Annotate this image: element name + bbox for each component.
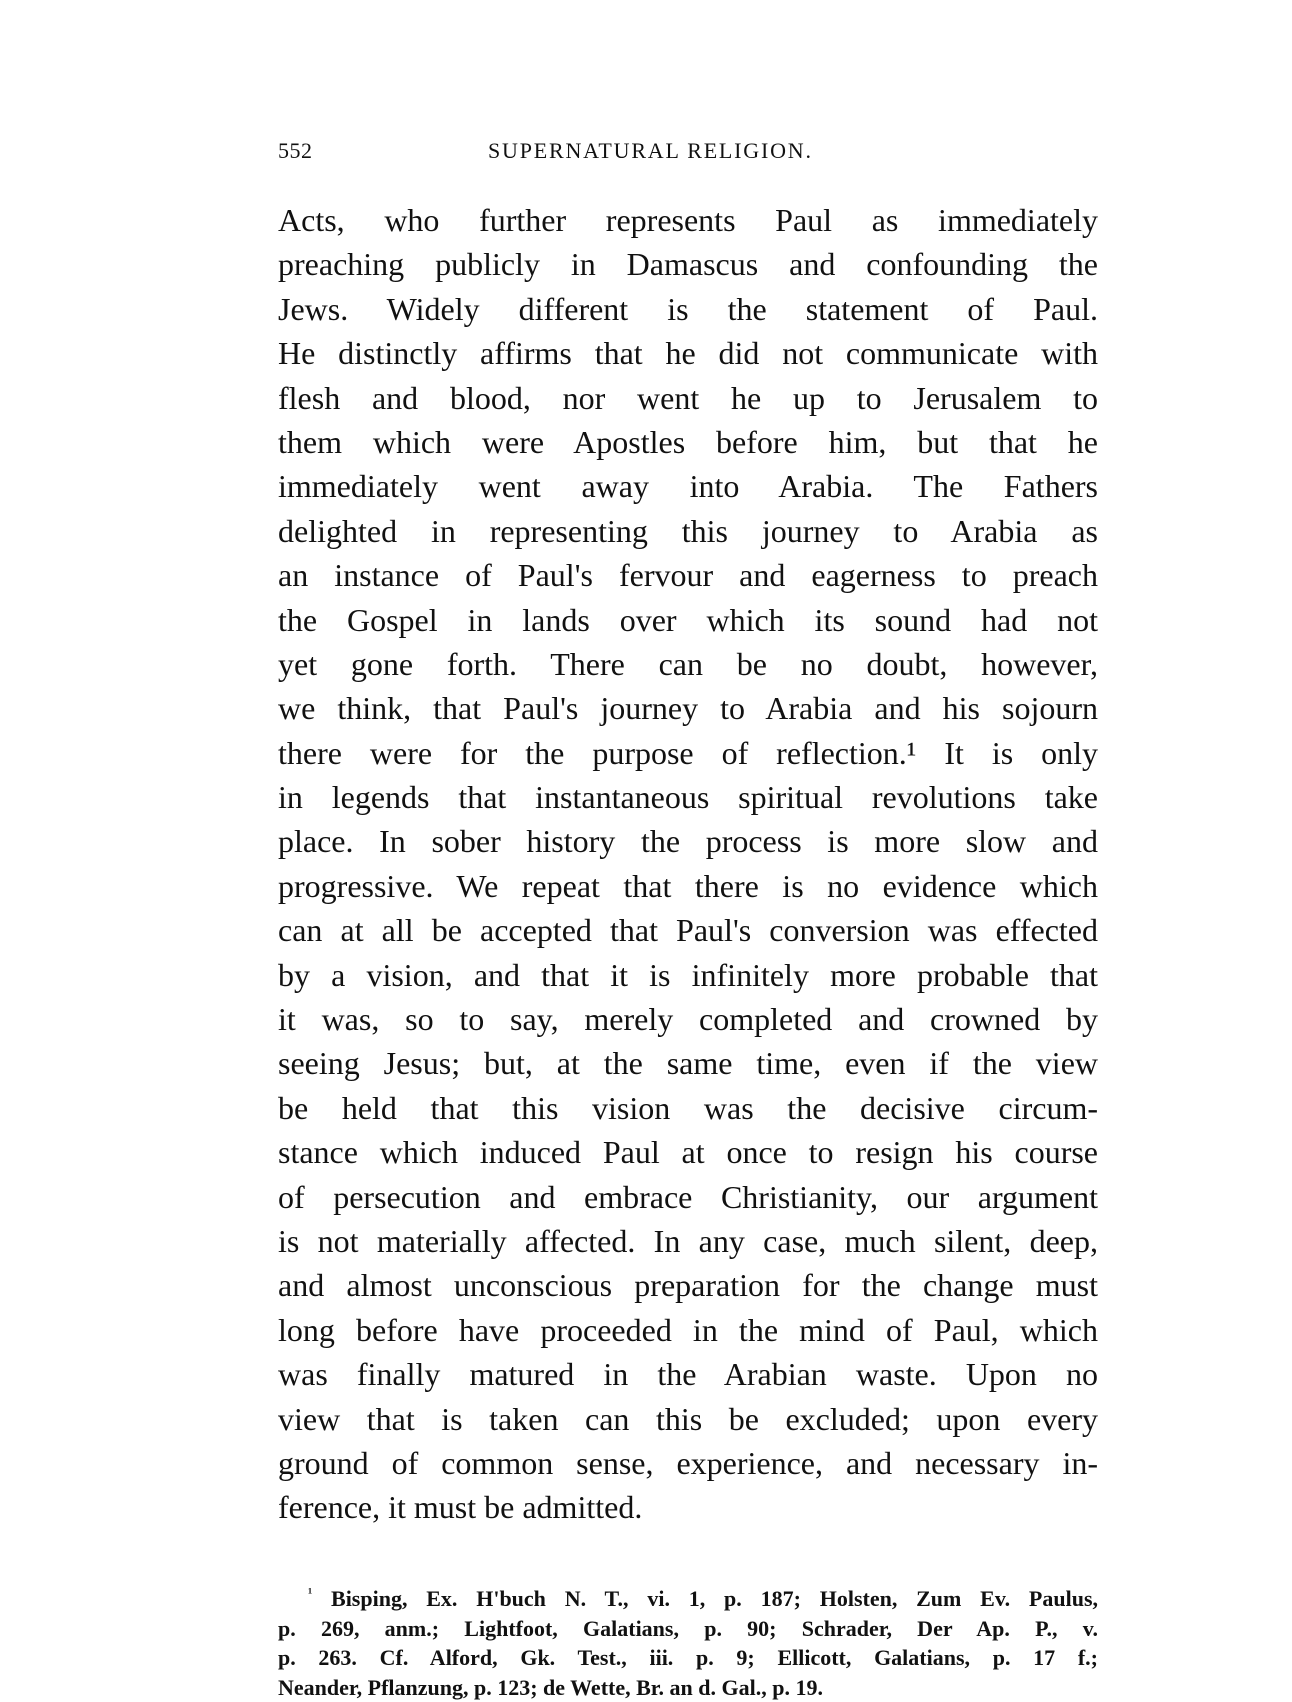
- text-line: we think, that Paul's journey to Arabia and his sojourn: [278, 686, 1098, 730]
- page-number: 552: [278, 138, 313, 164]
- text-line: yet gone forth. There can be no doubt, however,: [278, 642, 1098, 686]
- text-line: be held that this vision was the decisive circum-: [278, 1086, 1098, 1130]
- text-line: place. In sober history the process is more slow and: [278, 819, 1098, 863]
- running-title: SUPERNATURAL RELIGION.: [488, 138, 813, 164]
- text-line: ground of common sense, experience, and necessary in-: [278, 1441, 1098, 1485]
- footnote-line: p. 269, anm.; Lightfoot, Galatians, p. 90; Schrader, Der Ap. P., v.: [278, 1614, 1098, 1644]
- text-line: by a vision, and that it is infinitely more probable that: [278, 953, 1098, 997]
- text-line: and almost unconscious preparation for the change must: [278, 1263, 1098, 1307]
- text-line: progressive. We repeat that there is no evidence which: [278, 864, 1098, 908]
- text-line: long before have proceeded in the mind of Paul, which: [278, 1308, 1098, 1352]
- text-line: the Gospel in lands over which its sound had not: [278, 598, 1098, 642]
- text-line: immediately went away into Arabia. The Fathers: [278, 464, 1098, 508]
- text-line: seeing Jesus; but, at the same time, even if the view: [278, 1041, 1098, 1085]
- text-line: it was, so to say, merely completed and crowned by: [278, 997, 1098, 1041]
- text-line: is not materially affected. In any case, much silent, deep,: [278, 1219, 1098, 1263]
- text-line: in legends that instantaneous spiritual revolutions take: [278, 775, 1098, 819]
- footnote-line: [278, 1584, 1098, 1614]
- text-line: there were for the purpose of reflection.¹ It is only: [278, 731, 1098, 775]
- text-line: ference, it must be admitted.: [278, 1485, 1098, 1529]
- text-line: can at all be accepted that Paul's conversion was effected: [278, 908, 1098, 952]
- footnote-line: Neander, Pflanzung, p. 123; de Wette, Br. an d. Gal., p. 19.: [278, 1673, 1098, 1702]
- footnote-line: p. 263. Cf. Alford, Gk. Test., iii. p. 9; Ellicott, Galatians, p. 17 f.;: [278, 1643, 1098, 1673]
- text-line: them which were Apostles before him, but that he: [278, 420, 1098, 464]
- footnotes: [278, 1584, 1098, 1702]
- footnote-marker: ¹: [308, 1587, 312, 1602]
- text-line: preaching publicly in Damascus and confounding the: [278, 242, 1098, 286]
- text-line: was finally matured in the Arabian waste. Upon no: [278, 1352, 1098, 1396]
- text-line: flesh and blood, nor went he up to Jerusalem to: [278, 376, 1098, 420]
- text-line: Jews. Widely different is the statement of Paul.: [278, 287, 1098, 331]
- page-header: [278, 138, 1098, 178]
- text-line: stance which induced Paul at once to resign his course: [278, 1130, 1098, 1174]
- text-line: Acts, who further represents Paul as immediately: [278, 198, 1098, 242]
- text-line: of persecution and embrace Christianity, our argument: [278, 1175, 1098, 1219]
- text-line: an instance of Paul's fervour and eagerness to preach: [278, 553, 1098, 597]
- text-line: view that is taken can this be excluded; upon every: [278, 1397, 1098, 1441]
- text-line: He distinctly affirms that he did not communicate with: [278, 331, 1098, 375]
- body-text: [278, 198, 1098, 1530]
- text-line: delighted in representing this journey to Arabia as: [278, 509, 1098, 553]
- footnote-text: Bisping, Ex. H'buch N. T., vi. 1, p. 187; Holsten, Zum Ev. Paulus,: [331, 1586, 1098, 1611]
